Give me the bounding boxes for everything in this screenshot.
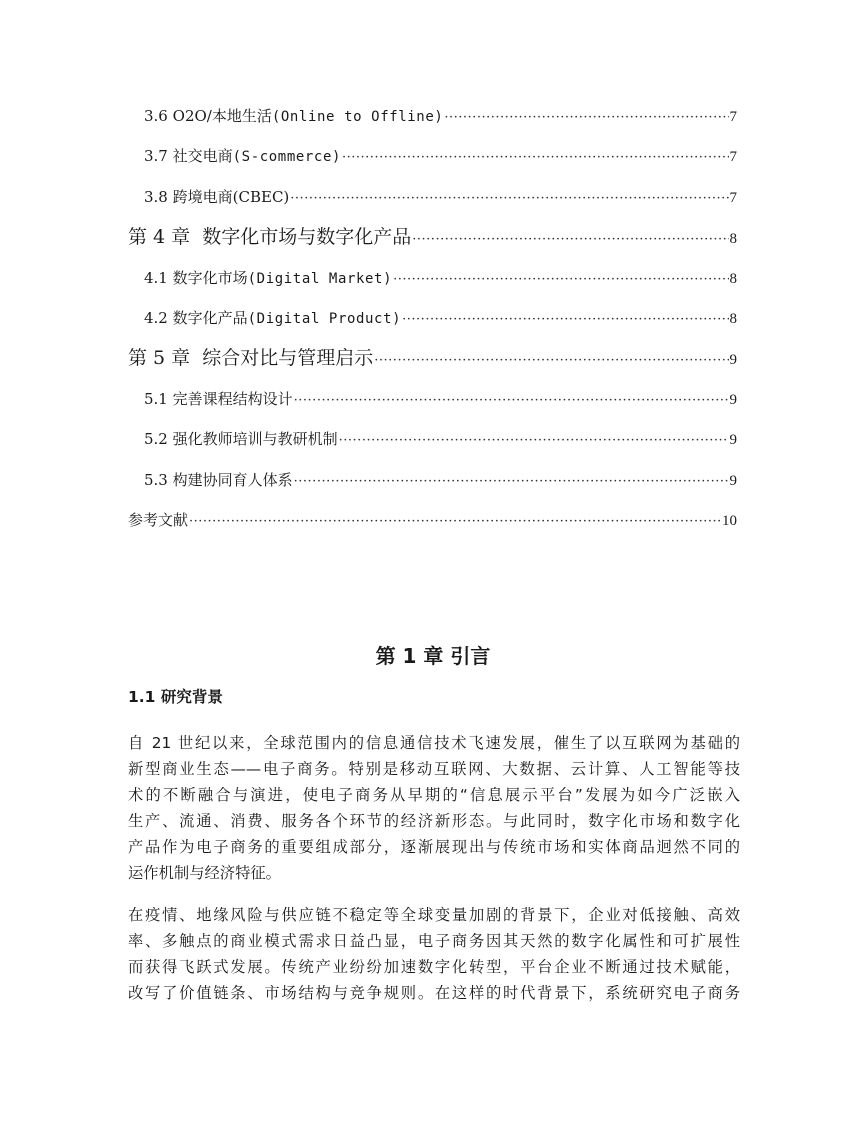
toc-leader-dots [189, 502, 721, 542]
toc-page-number: 9 [729, 472, 737, 489]
toc-entry-label: 第 5 章 综合对比与管理启示 [128, 347, 374, 370]
toc-leader-dots [374, 341, 728, 381]
toc-leader-dots [294, 381, 729, 421]
toc-entry-references[interactable] [128, 500, 737, 540]
paragraph-line: 产品作为电子商务的重要组成部分，逐渐展现出与传统市场和实体商品迥然不同的 [128, 838, 740, 856]
paragraph-line: 在疫情、地缘风险与供应链不稳定等全球变量加剧的背景下，企业对低接触、高效 [128, 906, 740, 924]
toc-leader-dots [444, 98, 728, 138]
body-paragraph [128, 730, 740, 886]
paragraph-line: 术的不断融合与演进，使电子商务从早期的“信息展示平台”发展为如今广泛嵌入 [128, 786, 740, 804]
section-title: 1.1 研究背景 [128, 688, 223, 706]
toc-leader-dots [290, 179, 728, 219]
toc-leader-dots [342, 138, 728, 178]
toc-entry-label: 第 4 章 数字化市场与数字化产品 [128, 226, 412, 249]
paragraph-line: 改写了价值链条、市场结构与竞争规则。在这样的时代背景下，系统研究电子商务 [128, 984, 740, 1002]
toc-leader-dots [402, 300, 728, 340]
paragraph-line: 率、多触点的商业模式需求日益凸显，电子商务因其天然的数字化属性和可扩展性 [128, 932, 740, 950]
toc-entry-label: 3.7 社交电商(S-commerce) [144, 147, 342, 166]
toc-entry-5-3[interactable] [128, 460, 737, 500]
body-paragraph [128, 902, 740, 1006]
paragraph-line: 而获得飞跃式发展。传统产业纷纷加速数字化转型，平台企业不断通过技术赋能， [128, 958, 740, 976]
toc-page-number: 9 [729, 391, 737, 408]
toc-leader-dots [412, 220, 728, 260]
toc-page-number: 8 [729, 270, 737, 287]
toc-entry-3-7[interactable] [128, 136, 737, 176]
toc-page-number: 8 [729, 310, 737, 327]
toc-entry-5-2[interactable] [128, 419, 737, 459]
toc-entry-label: 3.8 跨境电商(CBEC) [144, 187, 290, 206]
toc-entry-4-1[interactable] [128, 258, 737, 298]
toc-entry-4-2[interactable] [128, 298, 737, 338]
toc-entry-label: 5.1 完善课程结构设计 [144, 389, 293, 408]
toc-entry-label: 5.3 构建协同育人体系 [144, 470, 293, 489]
toc-entry-chapter-5[interactable] [128, 338, 737, 378]
toc-entry-3-8[interactable] [128, 177, 737, 217]
toc-entry-5-1[interactable] [128, 379, 737, 419]
paragraph-line: 自 21 世纪以来，全球范围内的信息通信技术飞速发展，催生了以互联网为基础的 [128, 734, 740, 752]
toc-page-number: 8 [729, 231, 737, 248]
toc-leader-dots [294, 462, 729, 502]
paragraph-line: 运作机制与经济特征。 [128, 864, 281, 882]
toc-entry-chapter-4[interactable] [128, 217, 737, 257]
toc-page-number: 9 [729, 352, 737, 369]
chapter-title: 第 1 章 引言 [375, 644, 491, 668]
toc-page-number: 7 [729, 149, 737, 166]
toc-page-number: 7 [729, 189, 737, 206]
toc-entry-label: 5.2 强化教师培训与教研机制 [144, 430, 338, 449]
toc-leader-dots [393, 260, 728, 300]
toc-leader-dots [339, 421, 729, 461]
toc-entry-label: 4.1 数字化市场(Digital Market) [144, 268, 393, 287]
paragraph-line: 新型商业生态——电子商务。特别是移动互联网、大数据、云计算、人工智能等技 [128, 760, 740, 778]
table-of-contents [128, 96, 737, 540]
toc-entry-label: 参考文献 [128, 510, 189, 529]
toc-page-number: 7 [729, 109, 737, 125]
toc-page-number: 9 [729, 432, 737, 449]
toc-entry-3-6[interactable] [128, 96, 737, 136]
paragraph-line: 生产、流通、消费、服务各个环节的经济新形态。与此同时，数字化市场和数字化 [128, 812, 740, 830]
toc-entry-label: 4.2 数字化产品(Digital Product) [144, 308, 402, 327]
toc-page-number: 10 [722, 512, 737, 529]
toc-entry-label: 3.6 O2O/本地生活(Online to Offline) [144, 107, 444, 125]
